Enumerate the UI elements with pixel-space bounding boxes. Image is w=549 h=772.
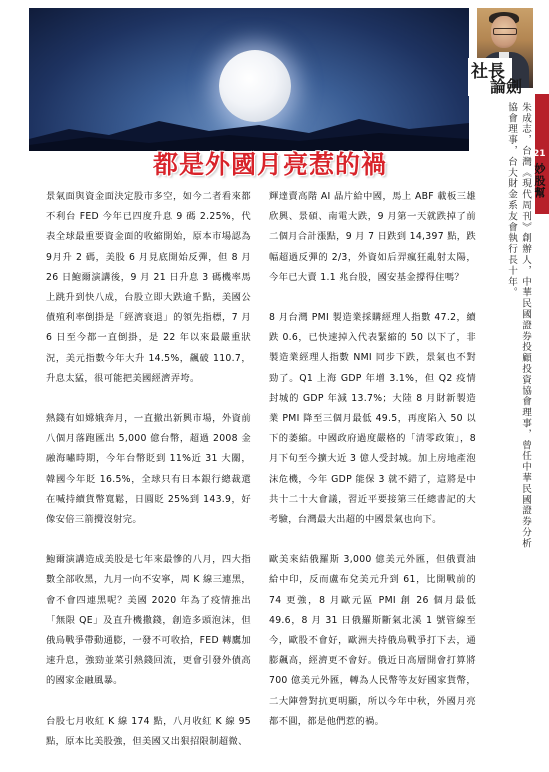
paragraph: 鮑爾演講造成美股是七年來最慘的八月，四大指數全部收黑，九月一向不安寧，周 K 線三連黑，會不會四連黑呢？美國 2020 年為了疫情推出「無限 QE」及直升機撒錢，創造多頭泡沫，但俄烏戰爭帶動通膨，一發不可收拾，FED 轉鷹加速升息，強勁並菜引熱錢回流，更會引發外債高的國家金融風暴。 (46, 554, 251, 687)
badge-line-1: 社長 (471, 62, 505, 82)
paragraph: 熱錢有如嫦娥奔月，一直撤出新興市場，外資前八個月落跑匯出 5,000 億台幣，超過 2008 金融海嘯時期，今年台幣貶到 11%近 31 大關，韓國今年貶 16.5%，全球只有日本銀行總裁還在喊持續貨幣寬鬆，日圓貶 25%到 143.9，好像安倍三箭攪沒射完。 (46, 413, 251, 526)
badge-line-2: 論劍 (490, 77, 523, 96)
article-column-left (46, 187, 251, 772)
paragraph: 景氣面與資金面決定股市多空，如今二者看來都不利台 FED 今年已四度升息 9 碼 2.25%，代表全球最重要資金面的收縮開始，原本市場認為 9月升 2 碼，美股 6 月見底開始反彈，但 8 月 26 日鮑爾演講後，9 月 21 日升息 3 碼機率馬上跳升到快八成，台股立即大跌逾千點，美國公債殖利率倒掛是「經濟衰退」的領先指標，7 月 6 日至今都一直倒掛，是 22 年以來最嚴重狀況，美元指數今年大升 14.5%，飆破 110.7，升息太猛，很可能把美國經濟弄垮。 (46, 191, 251, 384)
article-title: 都是外國月亮惹的禍 (152, 150, 387, 179)
paragraph: 8 月台灣 PMI 製造業採購經理人指數 47.2，續跌 0.6，已快速掉入代表緊縮的 50 以下了，非製造業經理人指數 NMI 同步下跌，景氣也不對勁了。Q1 上海 GDP 年增 3.1%，但 Q2 疫情封城的 GDP 年減 13.7%；大陸 8 月財新製造業 PMI 降至三個月最低 49.5，再度陷入 50 以下的萎縮。中國政府過度嚴格的「清零政策」，8 月下旬至今擴大近 3 億人受封城。加上房地產泡沫危機，今年 GDP 能保 3 就不錯了，這將是中共十二十大會議，習近平要接第三任總書記的大考驗，台灣最大出超的中國景氣也向下。 (269, 312, 476, 526)
paragraph: 輝達賣高階 AI 晶片給中國，馬上 ABF 載板三雄欣興、景碩、南電大跌，9 月第一天就跌掉了前二個月合計漲點，9 月 7 日跌到 14,397 點，跌幅超過反彈的 2/3，外資如后羿瘋狂亂射太陽，今年已大賣 1.1 兆台股，國安基金撐得住嗎？ (269, 191, 476, 283)
author-bio: 朱成志，台灣《現代周刊》創辦人，中華民國證券投顧投資協會理事，曾任中華民國證券分析協會理事，台大財金系友會執行長十年。 (506, 102, 531, 549)
article-column-middle (269, 187, 476, 752)
paragraph: 歐美來結俄羅斯 3,000 億美元外匯，但俄賣油給中印，反而盧布兌美元升到 61，比開戰前的 74 更強，8 月歐元區 PMI 創 26 個月最低 49.6，8 月 31 日俄羅斯斷氣北溪 1 號管線至今，歐股不會好，歐洲夫持俄烏戰爭打下去，通膨飆高，經濟更不會好。俄近日高層開會打算將 700 億美元外匯，轉為人民幣等友好國家貨幣，二大陣營對抗更明顯，所以今年中秋，外國月亮都不圓，都是他們惹的禍。 (269, 554, 476, 727)
moon-night-banner (29, 8, 469, 151)
glasses-icon (493, 28, 517, 35)
section-name: 妙股幫 (533, 163, 546, 199)
paragraph: 台股七月收紅 K 線 174 點，八月收紅 K 線 95 點，原本比美股強，但美國又出狠招限制超微、 (46, 715, 251, 747)
mountain-silhouette (29, 91, 469, 151)
page-number: 21 (533, 149, 546, 159)
